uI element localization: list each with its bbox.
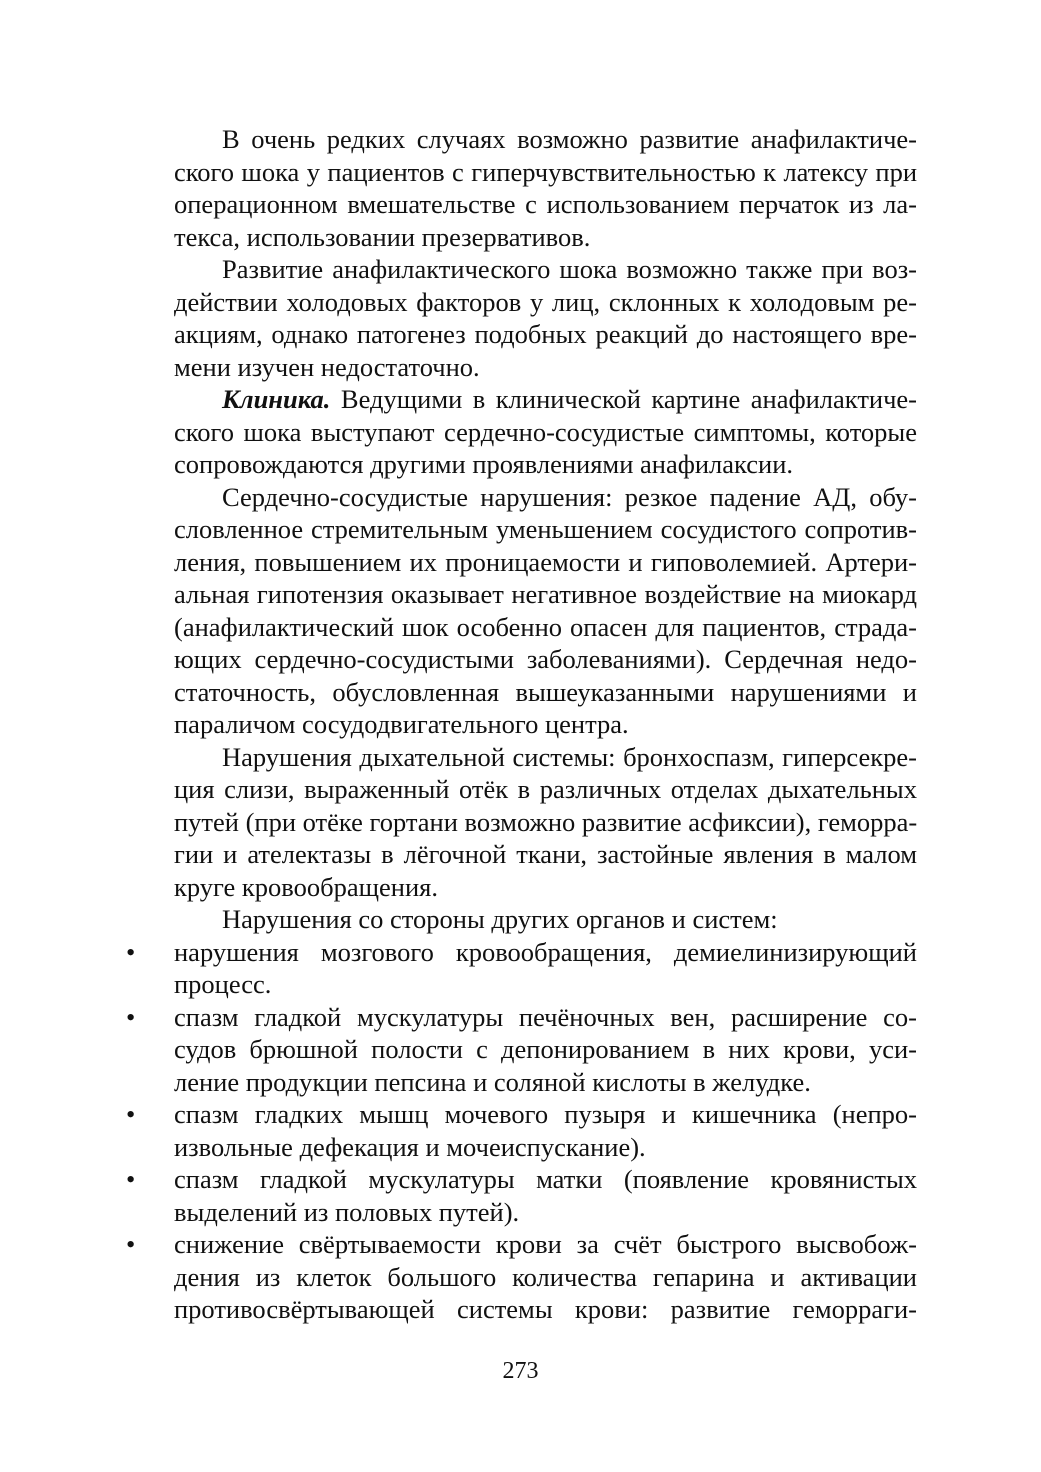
paragraph-clinic bbox=[126, 383, 917, 481]
text-line: спазм гладких мышц мочевого пузыря и кишечника (непро- bbox=[174, 1099, 917, 1129]
page-body bbox=[126, 123, 917, 1326]
text-line: операционном вмешательстве с использованием перчаток из ла- bbox=[174, 189, 917, 219]
text-line: ского шока выступают сердечно-сосудистые симптомы, которые bbox=[174, 416, 917, 447]
text-line: действии холодовых факторов у лиц, склонных к холодовым ре- bbox=[174, 286, 917, 317]
text-line: ющих сердечно-сосудистыми заболеваниями). Сердечная недо- bbox=[174, 644, 917, 674]
text-line: Сердечно-сосудистые нарушения: резкое падение АД, обу- bbox=[222, 481, 917, 512]
text-line: ление продукции пепсина и соляной кислоты в желудке. bbox=[174, 1066, 811, 1097]
bullet-icon: • bbox=[126, 1229, 136, 1259]
text-line: акциям, однако патогенез подобных реакций до настоящего вре- bbox=[174, 319, 917, 349]
list-item bbox=[126, 1001, 917, 1099]
text-line bbox=[126, 383, 917, 416]
text-line: (анафилактический шок особенно опасен для пациентов, страда- bbox=[174, 611, 917, 642]
page-number: 273 bbox=[502, 1358, 539, 1384]
text-line: текса, использовании презервативов. bbox=[174, 221, 591, 252]
symptom-list bbox=[126, 936, 917, 1326]
text-line: альная гипотензия оказывает негативное воздействие на миокард bbox=[174, 579, 917, 609]
list-item bbox=[126, 1163, 917, 1228]
text-line: статочность, обусловленная вышеуказанными нарушениями и bbox=[174, 676, 917, 707]
paragraph-cold-factors bbox=[126, 253, 917, 383]
paragraph-other-systems bbox=[126, 903, 917, 936]
text-line: круге кровообращения. bbox=[174, 871, 438, 902]
clinic-lead-term: Клиника. bbox=[222, 384, 331, 414]
text-line: извольные дефекация и мочеиспускание). bbox=[174, 1131, 646, 1162]
bullet-icon: • bbox=[126, 1164, 136, 1194]
text-line: нарушения мозгового кровообращения, демиелинизирующий bbox=[174, 936, 917, 967]
text-line: параличом сосудодвигательного центра. bbox=[174, 709, 629, 739]
text-line: гии и ателектазы в лёгочной ткани, застойные явления в малом bbox=[174, 839, 917, 869]
text-line: спазм гладкой мускулатуры печёночных вен, расширение со- bbox=[174, 1001, 917, 1032]
text-line: путей (при отёке гортани возможно развитие асфиксии), геморра- bbox=[174, 806, 918, 837]
text-line: словленное стремительным уменьшением сосудистого сопротив- bbox=[174, 514, 917, 544]
bullet-icon: • bbox=[126, 1001, 136, 1032]
text-line: снижение свёртываемости крови за счёт быстрого высвобож- bbox=[174, 1229, 917, 1259]
text-line: дения из клеток большого количества гепарина и активации bbox=[174, 1261, 917, 1292]
list-item bbox=[126, 1228, 917, 1326]
paragraph-cardiovascular bbox=[126, 481, 917, 741]
text-line: Нарушения со стороны других органов и систем: bbox=[222, 904, 778, 934]
text-fragment: Ведущими в клинической картине анафилактиче- bbox=[330, 384, 917, 414]
text-line: сопровождаются другими проявлениями анафилаксии. bbox=[174, 449, 794, 479]
list-item bbox=[126, 936, 917, 1001]
text-line: ления, повышением их проницаемости и гиповолемией. Артери- bbox=[174, 546, 917, 577]
text-line: В очень редких случаях возможно развитие анафилактиче- bbox=[222, 124, 917, 154]
text-line: ция слизи, выраженный отёк в различных отделах дыхательных bbox=[174, 774, 917, 804]
paragraph-respiratory bbox=[126, 741, 917, 904]
text-line: судов брюшной полости с депонированием в них крови, уси- bbox=[174, 1034, 917, 1064]
text-line: Развитие анафилактического шока возможно также при воз- bbox=[222, 254, 917, 284]
bullet-icon: • bbox=[126, 936, 136, 967]
bullet-icon: • bbox=[126, 1099, 136, 1129]
list-item bbox=[126, 1098, 917, 1163]
text-line: мени изучен недостаточно. bbox=[174, 351, 480, 382]
paragraph-latex-anaphylaxis bbox=[126, 123, 917, 253]
text-line: Нарушения дыхательной системы: бронхоспазм, гиперсекре- bbox=[222, 741, 917, 772]
text-line: противосвёртывающей системы крови: развитие геморраги- bbox=[174, 1294, 917, 1324]
text-line: процесс. bbox=[174, 969, 272, 999]
text-line: выделений из половых путей). bbox=[174, 1196, 520, 1227]
text-line: ского шока у пациентов с гиперчувствительностью к латексу при bbox=[174, 156, 917, 187]
text-line: спазм гладкой мускулатуры матки (появление кровянистых bbox=[174, 1164, 917, 1194]
